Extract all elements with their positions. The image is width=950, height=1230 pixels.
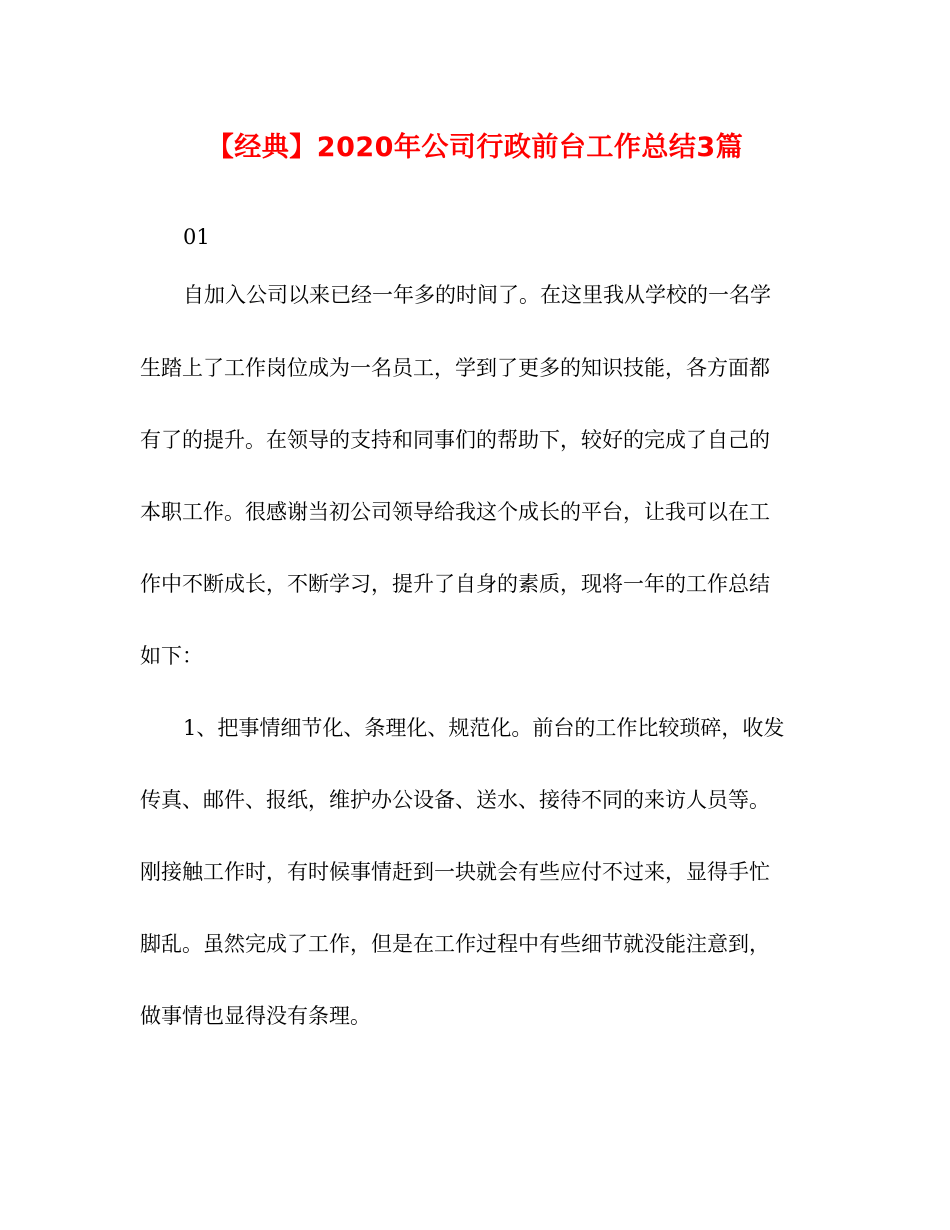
paragraph-line: 本职工作。很感谢当初公司领导给我这个成长的平台，让我可以在工 [140, 500, 770, 524]
paragraph-line: 传真、邮件、报纸，维护办公设备、送水、接待不同的来访人员等。 [140, 788, 770, 812]
section-number: 01 [183, 225, 210, 249]
paragraph-line: 刚接触工作时，有时候事情赶到一块就会有些应付不过来，显得手忙 [140, 860, 770, 884]
paragraph-line: 有了的提升。在领导的支持和同事们的帮助下，较好的完成了自己的 [140, 428, 770, 452]
paragraph-line: 做事情也显得没有条理。 [140, 1004, 371, 1028]
paragraph-line: 作中不断成长，不断学习，提升了自身的素质，现将一年的工作总结 [140, 572, 770, 596]
paragraph-line: 脚乱。虽然完成了工作，但是在工作过程中有些细节就没能注意到， [140, 932, 770, 956]
document-title: 【经典】2020年公司行政前台工作总结3篇 [206, 132, 744, 163]
paragraph-line: 1、把事情细节化、条理化、规范化。前台的工作比较琐碎，收发 [183, 716, 785, 740]
paragraph-line: 自加入公司以来已经一年多的时间了。在这里我从学校的一名学 [183, 283, 771, 307]
paragraph-line: 如下： [140, 644, 203, 668]
paragraph-line: 生踏上了工作岗位成为一名员工，学到了更多的知识技能，各方面都 [140, 356, 770, 380]
